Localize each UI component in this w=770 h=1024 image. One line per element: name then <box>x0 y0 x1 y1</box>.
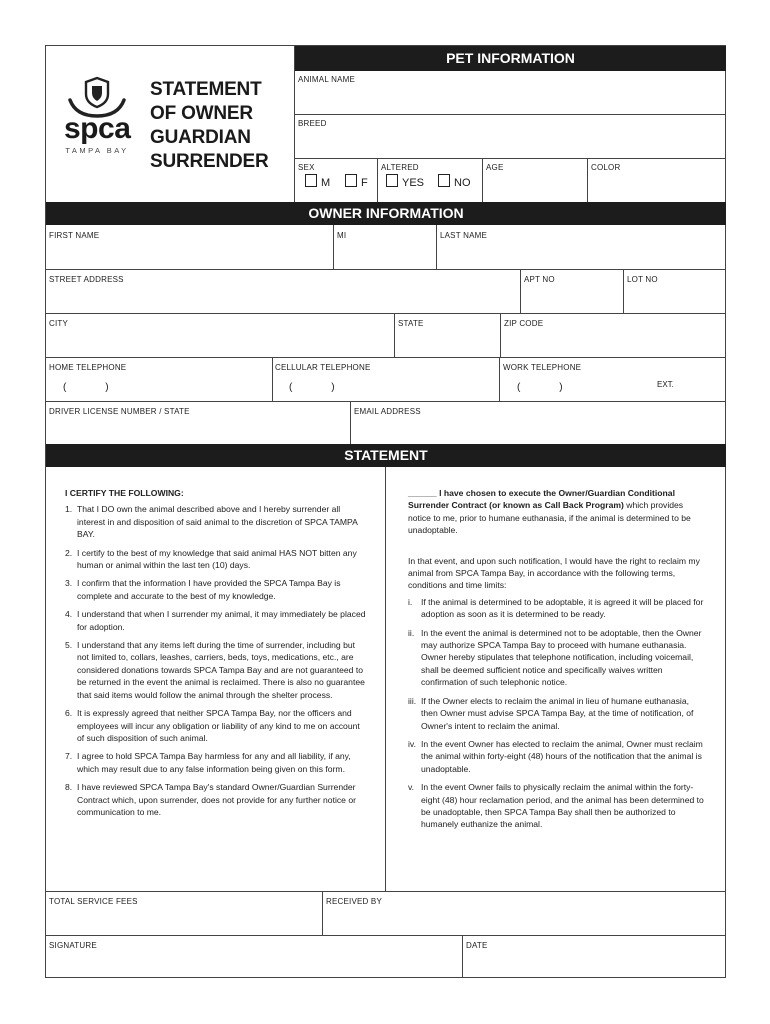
signature-field[interactable] <box>46 936 462 978</box>
spca-logo <box>64 76 130 166</box>
call-back-program-section <box>408 487 708 837</box>
lot-no-label: LOT NO <box>627 275 658 284</box>
reclaim-term: iv. In the event Owner has elected to reclaim the animal, Owner must reclaim the animal within forty-eight (48) hours of the notification that the animal is unadoptable. <box>408 738 703 774</box>
state-label: STATE <box>398 319 424 328</box>
street-address-field[interactable] <box>46 270 520 313</box>
received-by-label: RECEIVED BY <box>326 897 382 906</box>
color-label: COLOR <box>591 163 621 172</box>
email-address-label: EMAIL ADDRESS <box>354 407 421 416</box>
certification-item: 7. I agree to hold SPCA Tampa Bay harmless for any and all liability, if any, which may result due to any false information being given on this form. <box>65 751 351 774</box>
work-telephone-field[interactable] <box>500 358 726 401</box>
work-telephone-area-code: ( ) <box>517 382 563 393</box>
cellular-telephone-area-code: ( ) <box>289 382 335 393</box>
sex-f-label: F <box>361 177 368 189</box>
sex-m-label: M <box>321 177 331 189</box>
reclaim-term: v. In the event Owner fails to physically reclaim the animal within the forty-eight (48) hour reclamation period, and the animal has been determined to be unadoptable, then SPCA Tampa Bay shall then be authorized to humanely euthanize the animal. <box>408 782 704 830</box>
cellular-telephone-field[interactable] <box>273 358 499 401</box>
title-line: SURRENDER <box>150 151 269 172</box>
sex-f-checkbox[interactable] <box>345 174 357 187</box>
city-label: CITY <box>49 319 69 328</box>
state-field[interactable] <box>395 314 500 357</box>
last-name-field[interactable] <box>437 225 726 269</box>
apt-no-field[interactable] <box>521 270 623 313</box>
altered-no-checkbox[interactable] <box>438 174 450 187</box>
title-line: OF OWNER <box>150 103 253 124</box>
sex-label: SEX <box>298 163 315 172</box>
reclaim-intro: In that event, and upon such notification, I would have the right to reclaim my animal from SPCA Tampa Bay, in accordance with the following terms, conditions and time limits: <box>408 555 700 591</box>
total-service-fees-field[interactable] <box>46 892 322 935</box>
email-address-field[interactable] <box>351 402 726 444</box>
altered-field <box>378 159 482 202</box>
total-service-fees-label: TOTAL SERVICE FEES <box>49 897 138 906</box>
call-back-bold-text: I have chosen to execute the Owner/Guardian Conditional Surrender Contract (or known as Call Back Program) <box>408 488 675 511</box>
color-field[interactable] <box>588 159 726 202</box>
certify-heading: I CERTIFY THE FOLLOWING: <box>65 488 184 498</box>
city-field[interactable] <box>46 314 394 357</box>
work-telephone-ext: EXT. <box>657 380 674 389</box>
call-back-text: which provides notice to me, prior to humane euthanasia, if the animal is determined to be unadoptable. <box>408 500 691 536</box>
reclaim-term: iii. If the Owner elects to reclaim the animal in lieu of humane euthanasia, then Owner must advise SPCA Tampa Bay, at the time of notification, of Owner's intent to reclaim the animal. <box>408 695 694 731</box>
home-telephone-field[interactable] <box>46 358 272 401</box>
logo-sub: TAMPA BAY <box>65 146 129 155</box>
age-label: AGE <box>486 163 504 172</box>
certification-list <box>65 487 367 824</box>
signature-label: SIGNATURE <box>49 941 97 950</box>
title-line: STATEMENT <box>150 79 262 100</box>
sex-m-checkbox[interactable] <box>305 174 317 187</box>
altered-yes-checkbox[interactable] <box>386 174 398 187</box>
date-label: DATE <box>466 941 488 950</box>
lot-no-field[interactable] <box>624 270 726 313</box>
altered-yes-label: YES <box>402 177 425 189</box>
owner-info-header: OWNER INFORMATION <box>46 202 726 225</box>
reclaim-term: i. If the animal is determined to be adoptable, it is agreed it will be placed for adoption as soon as it is determined to be ready. <box>408 596 704 620</box>
surrender-form <box>45 45 726 978</box>
logo-brand: spca <box>64 112 131 145</box>
age-field[interactable] <box>483 159 587 202</box>
certification-item: 2. I certify to the best of my knowledge that said animal HAS NOT bitten any human or animal within the last ten (10) days. <box>65 547 357 571</box>
certification-item: 4. I understand that when I surrender my animal, it may immediately be placed for adoption. <box>65 609 366 632</box>
breed-label: BREED <box>298 119 327 128</box>
certification-item: 1. That I DO own the animal described above and I hereby surrender all interest in and disposition of said animal to the discretion of SPCA TAMPA BAY. <box>65 504 358 540</box>
zip-code-label: ZIP CODE <box>504 319 544 328</box>
certification-item: 8. I have reviewed SPCA Tampa Bay's standard Owner/Guardian Surrender Contract which, upon surrender, does not provide for any further notice or communication to me. <box>65 782 356 817</box>
altered-label: ALTERED <box>381 163 419 172</box>
apt-no-label: APT NO <box>524 275 555 284</box>
street-address-label: STREET ADDRESS <box>49 275 124 284</box>
animal-name-field[interactable] <box>295 71 726 114</box>
cellular-telephone-label: CELLULAR TELEPHONE <box>275 363 371 372</box>
sex-field <box>295 159 377 202</box>
certification-item: 3. I confirm that the information I have provided the SPCA Tampa Bay is complete and accurate to the best of my knowledge. <box>65 578 341 601</box>
pet-info-header: PET INFORMATION <box>295 46 726 71</box>
certification-item: 5. I understand that any items left during the time of surrender, including but not limited to, collars, leashes, carriers, beds, toys, medications, etc., are considered donations towards SPCA Tampa Bay and are not guaranteed to be returned in the event the animal is reclaimed. There is also no guarantee that said items would follow the animal through the shelter process. <box>65 640 365 700</box>
statement-header: STATEMENT <box>46 444 726 467</box>
driver-license-field[interactable] <box>46 402 350 444</box>
zip-code-field[interactable] <box>501 314 726 357</box>
first-name-label: FIRST NAME <box>49 231 100 240</box>
driver-license-label: DRIVER LICENSE NUMBER / STATE <box>49 407 190 416</box>
title-line: GUARDIAN <box>150 127 251 148</box>
form-title <box>150 78 269 174</box>
first-name-field[interactable] <box>46 225 333 269</box>
altered-no-label: NO <box>454 177 471 189</box>
call-back-choice <box>408 487 708 537</box>
breed-field[interactable] <box>295 115 726 158</box>
work-telephone-label: WORK TELEPHONE <box>503 363 582 372</box>
reclaim-term: ii. In the event the animal is determined not to be adoptable, then the Owner may authorize SPCA Tampa Bay to proceed with humane euthanasia. Owner hereby stipulates that telephone notification, including voicemail, shall be deemed sufficient notice and specifically waives written confirmation of such telephonic notice. <box>408 627 702 688</box>
home-telephone-area-code: ( ) <box>63 382 109 393</box>
received-by-field[interactable] <box>323 892 726 935</box>
home-telephone-label: HOME TELEPHONE <box>49 363 127 372</box>
mi-label: MI <box>337 231 347 240</box>
call-back-blank[interactable]: ______ <box>408 488 437 498</box>
last-name-label: LAST NAME <box>440 231 487 240</box>
certification-item: 6. It is expressly agreed that neither SPCA Tampa Bay, nor the officers and employees will incur any obligation or liability of any kind to me on account of such disposition of such animal. <box>65 708 360 743</box>
mi-field[interactable] <box>334 225 436 269</box>
animal-name-label: ANIMAL NAME <box>298 75 356 84</box>
date-field[interactable] <box>463 936 726 978</box>
